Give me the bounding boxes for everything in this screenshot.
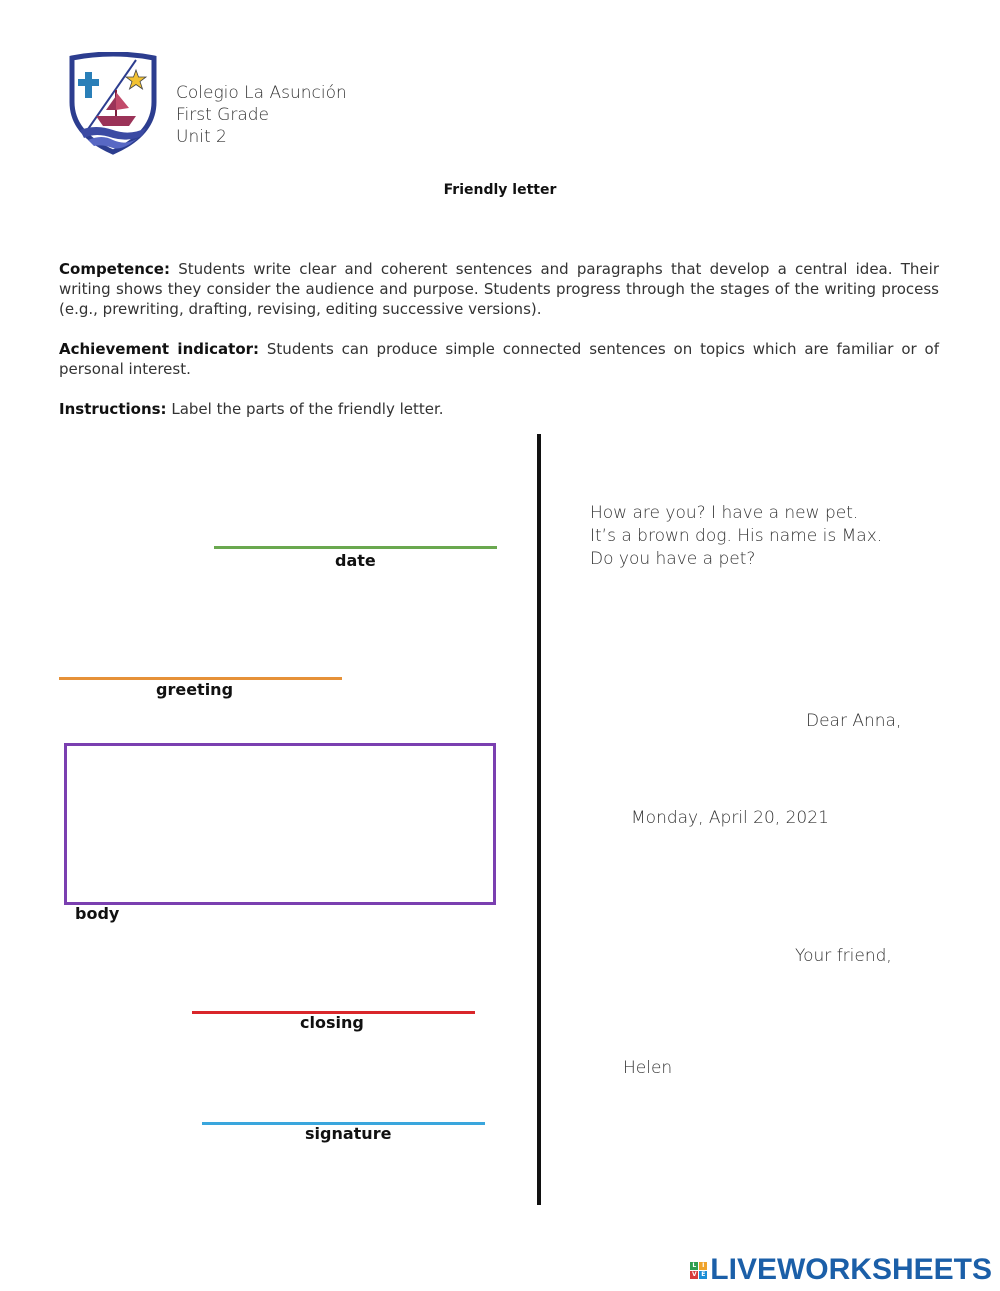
body-line-1: How are you? I have a new pet. bbox=[590, 503, 859, 523]
instructions-label: Instructions: bbox=[59, 400, 167, 418]
greeting-label: greeting bbox=[156, 680, 234, 699]
body-line-2: It’s a brown dog. His name is Max. bbox=[590, 526, 883, 546]
competence-label: Competence: bbox=[59, 260, 170, 278]
instructions-text: Label the parts of the friendly letter. bbox=[171, 400, 444, 418]
logo-block-i: I bbox=[699, 1262, 707, 1270]
grade: First Grade bbox=[176, 105, 270, 125]
letter-greeting-part[interactable]: Dear Anna, bbox=[806, 711, 902, 731]
body-answer-box[interactable] bbox=[64, 743, 496, 905]
logo-block-l: L bbox=[690, 1262, 698, 1270]
achievement-label: Achievement indicator: bbox=[59, 340, 260, 358]
liveworksheets-logo bbox=[690, 1253, 992, 1287]
date-label: date bbox=[335, 551, 376, 570]
body-line-3: Do you have a pet? bbox=[590, 549, 756, 569]
letter-body-part[interactable] bbox=[590, 502, 882, 571]
signature-label: signature bbox=[305, 1124, 392, 1143]
school-name: Colegio La Asunción bbox=[176, 83, 347, 103]
achievement-text: Students can produce simple connected sentences on topics which are familiar or of personal interest. bbox=[59, 340, 939, 378]
date-answer-line[interactable] bbox=[214, 546, 497, 549]
logo-blocks-icon bbox=[690, 1262, 707, 1279]
center-divider bbox=[537, 434, 541, 1205]
letter-closing-part[interactable]: Your friend, bbox=[795, 946, 892, 966]
closing-label: closing bbox=[300, 1013, 364, 1032]
school-info bbox=[176, 82, 347, 148]
unit: Unit 2 bbox=[176, 127, 227, 147]
letter-signature-part[interactable]: Helen bbox=[623, 1058, 673, 1078]
letter-date-part[interactable]: Monday, April 20, 2021 bbox=[631, 808, 829, 828]
brand-name: LIVEWORKSHEETS bbox=[710, 1253, 992, 1286]
competence-text: Students write clear and coherent sentences and paragraphs that develop a central idea. Their writing shows they consider the audience and purpose. Students progress through the stages of the writing process (e.g., prewriting, drafting, revising, editing successive versions). bbox=[59, 260, 939, 318]
logo-block-e: E bbox=[701, 1270, 706, 1278]
competence-paragraph bbox=[59, 259, 939, 319]
instructions-paragraph bbox=[59, 399, 939, 419]
school-crest-logo bbox=[66, 52, 160, 156]
page-title: Friendly letter bbox=[443, 182, 557, 198]
achievement-paragraph bbox=[59, 339, 939, 379]
body-label: body bbox=[75, 904, 120, 923]
logo-block-v: V bbox=[691, 1270, 697, 1278]
